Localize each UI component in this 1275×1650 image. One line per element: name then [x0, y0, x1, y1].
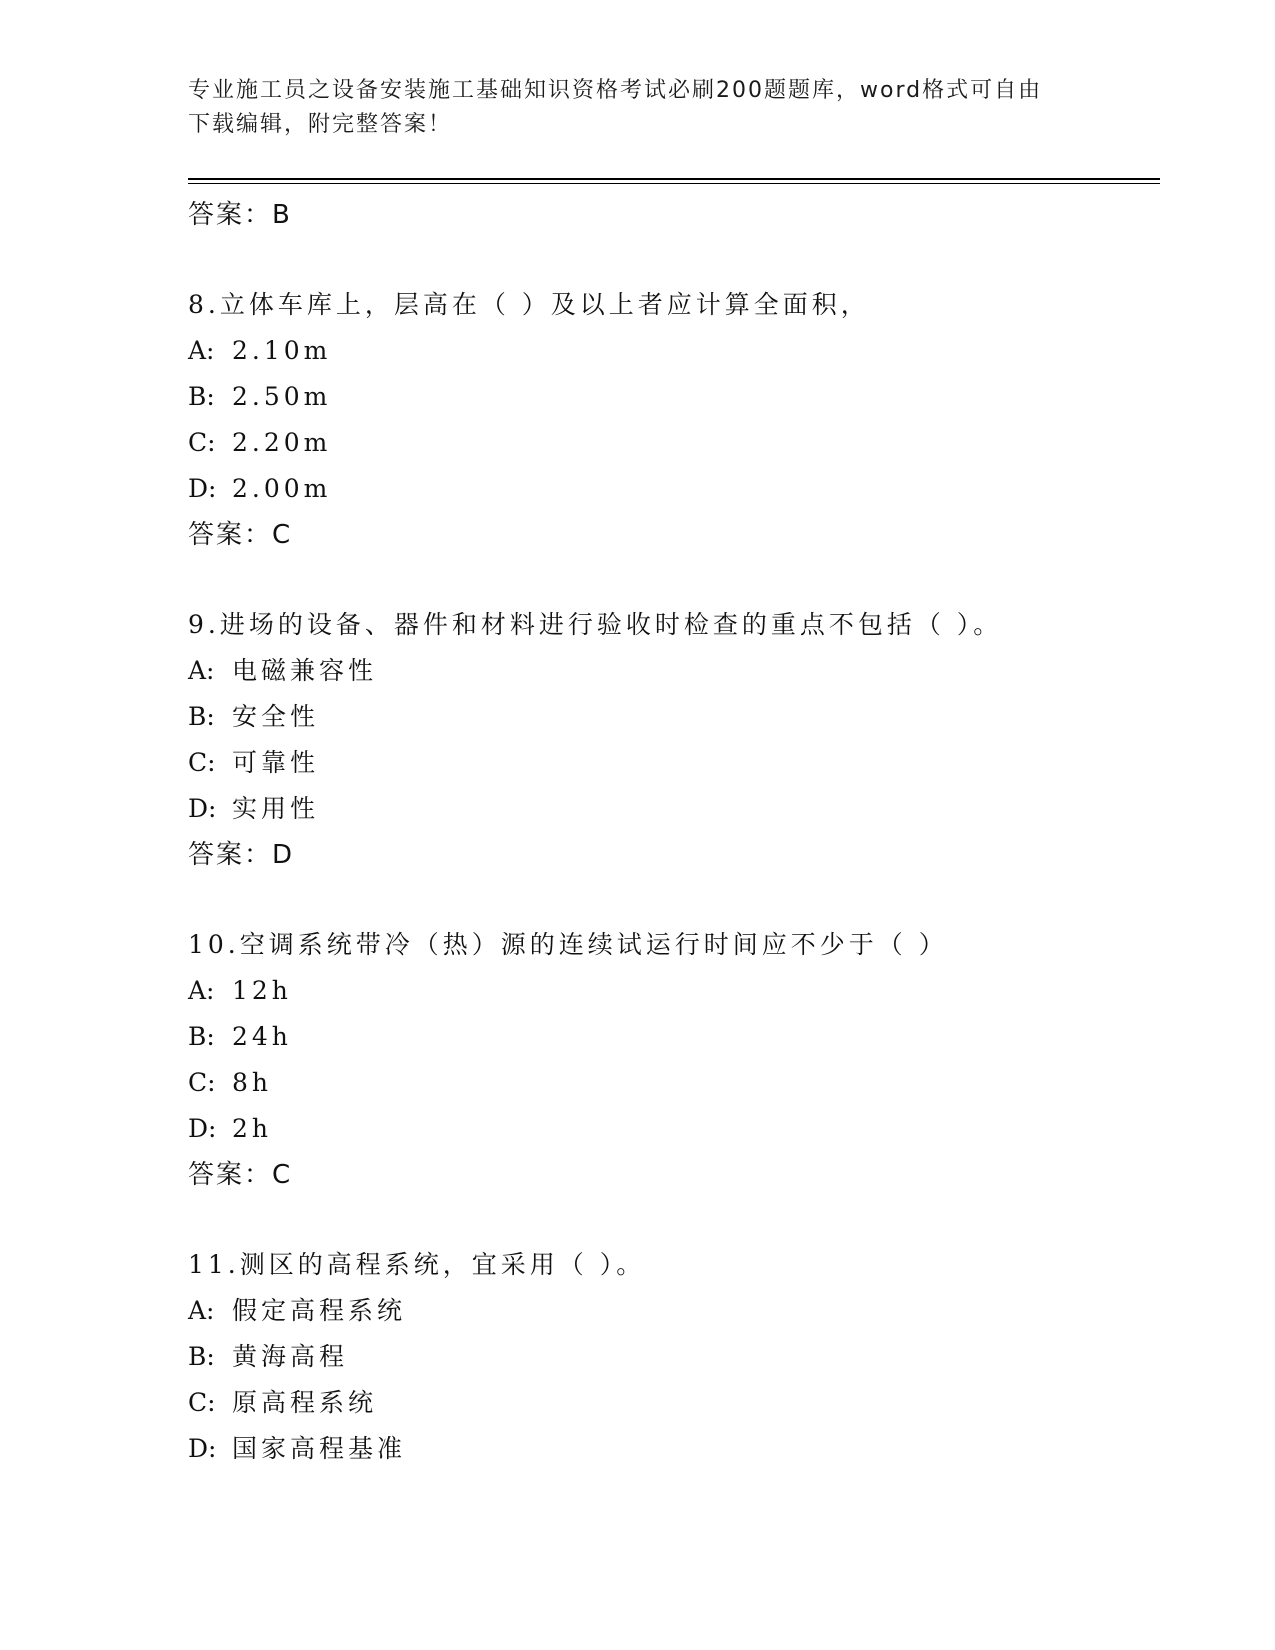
option-text: 原高程系统 [232, 1388, 378, 1417]
option-letter: C: [188, 1388, 216, 1417]
option-b [188, 1014, 1160, 1060]
option-text: 假定高程系统 [232, 1296, 407, 1325]
question-answer: 答案：D [188, 840, 295, 870]
question-list [188, 192, 1160, 1472]
page-header [188, 74, 1068, 142]
option-text: 国家高程基准 [232, 1434, 407, 1463]
header-line-1: 专业施工员之设备安装施工基础知识资格考试必刷200题题库，word格式可自由 [188, 78, 1043, 103]
header-divider-thin [188, 183, 1160, 184]
option-letter: B: [188, 702, 215, 731]
option-letter: A: [188, 1296, 215, 1325]
option-c [188, 740, 1160, 786]
option-c [188, 420, 1160, 466]
option-text: 2.20m [232, 428, 332, 457]
option-letter: A: [188, 976, 215, 1005]
previous-answer: 答案：B [188, 200, 292, 230]
option-text: 安全性 [232, 702, 320, 731]
option-text: 8h [232, 1068, 273, 1097]
option-text: 黄海高程 [232, 1342, 349, 1371]
option-a [188, 648, 1160, 694]
option-b [188, 374, 1160, 420]
option-text: 2.00m [232, 474, 332, 503]
option-letter: D: [188, 794, 217, 823]
option-a [188, 328, 1160, 374]
option-letter: D: [188, 474, 217, 503]
option-letter: D: [188, 1114, 217, 1143]
header-divider-thick [188, 178, 1160, 180]
question-stem: 9.进场的设备、器件和材料进行验收时检查的重点不包括（ ）。 [188, 610, 1003, 639]
option-text: 2h [232, 1114, 273, 1143]
option-text: 电磁兼容性 [232, 656, 378, 685]
option-letter: B: [188, 382, 215, 411]
option-c [188, 1380, 1160, 1426]
option-letter: B: [188, 1022, 215, 1051]
option-a [188, 968, 1160, 1014]
option-letter: C: [188, 748, 216, 777]
option-text: 实用性 [232, 794, 320, 823]
option-letter: C: [188, 1068, 216, 1097]
question-answer: 答案：C [188, 520, 293, 550]
question-stem: 11.测区的高程系统，宜采用（ ）。 [188, 1250, 646, 1279]
question-10 [188, 922, 1160, 1198]
option-letter: C: [188, 428, 216, 457]
option-c [188, 1060, 1160, 1106]
question-11 [188, 1242, 1160, 1472]
header-line-2: 下载编辑，附完整答案！ [188, 112, 453, 137]
option-a [188, 1288, 1160, 1334]
option-d [188, 466, 1160, 512]
option-b [188, 1334, 1160, 1380]
question-8 [188, 282, 1160, 558]
option-text: 2.10m [232, 336, 332, 365]
option-d [188, 1106, 1160, 1152]
question-stem: 8.立体车库上，层高在（ ）及以上者应计算全面积， [188, 290, 870, 319]
option-text: 可靠性 [232, 748, 320, 777]
option-text: 2.50m [232, 382, 332, 411]
option-d [188, 786, 1160, 832]
option-b [188, 694, 1160, 740]
option-d [188, 1426, 1160, 1472]
option-letter: A: [188, 656, 215, 685]
question-9 [188, 602, 1160, 878]
option-letter: A: [188, 336, 215, 365]
question-answer: 答案：C [188, 1160, 293, 1190]
option-text: 12h [232, 976, 292, 1005]
option-letter: B: [188, 1342, 215, 1371]
question-stem: 10.空调系统带冷（热）源的连续试运行时间应不少于（ ） [188, 930, 948, 959]
option-letter: D: [188, 1434, 217, 1463]
option-text: 24h [232, 1022, 292, 1051]
